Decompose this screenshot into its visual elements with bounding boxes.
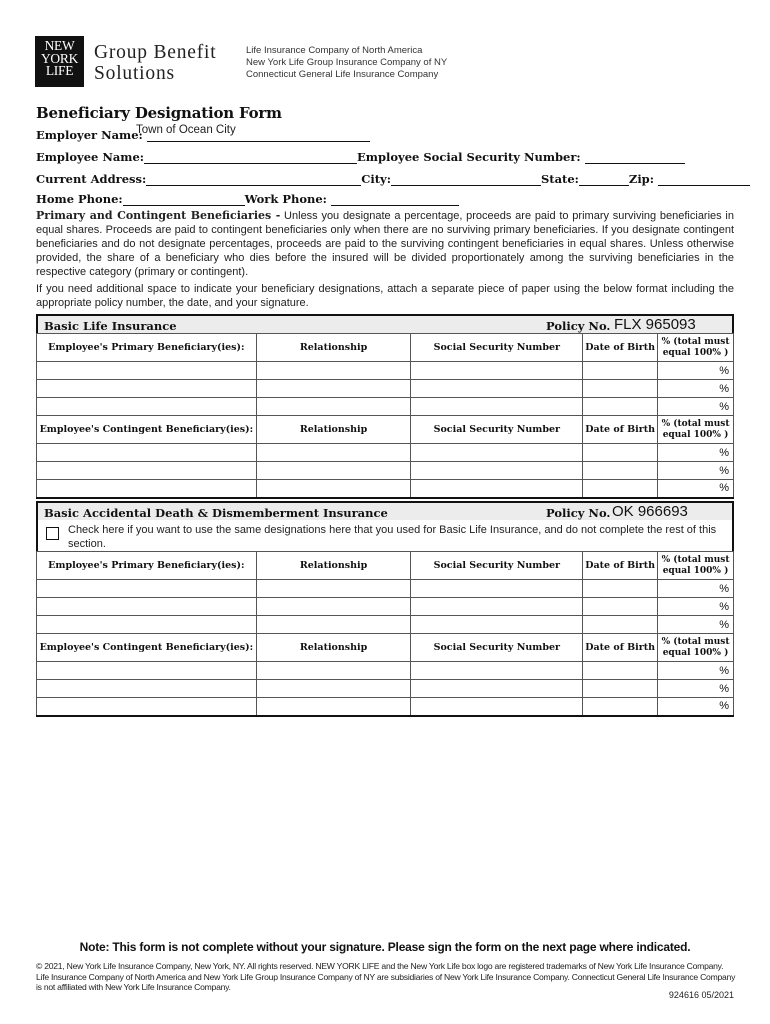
new-york-life-logo: NEW YORK LIFE bbox=[35, 36, 84, 87]
basic-life-header: Basic Life Insurance Policy No. FLX 965093 bbox=[36, 314, 734, 333]
form-number: 924616 05/2021 bbox=[668, 990, 734, 1000]
employee-name-field[interactable] bbox=[144, 150, 357, 164]
state-field[interactable] bbox=[579, 172, 629, 186]
phone-row: Home Phone: Work Phone: bbox=[36, 192, 459, 206]
table-row: % bbox=[37, 462, 734, 480]
table-row: % bbox=[37, 598, 734, 616]
table-row: % bbox=[37, 580, 734, 598]
table-row: % bbox=[37, 444, 734, 462]
table-row: % bbox=[37, 362, 734, 380]
work-phone-field[interactable] bbox=[331, 192, 459, 206]
same-designation-row bbox=[36, 520, 734, 552]
copyright-text: © 2021, New York Life Insurance Company, New York, NY. All rights reserved. NEW YORK LIFE and the New York Life box logo are registered trademarks of New York Life Insurance Company. Life Insurance Company of North America and New York Life Group Insurance Company of NY are subsidiaries of New York Life Insurance Company. Connecticut General Life Insurance Company is not affiliated with New York Life Insurance Company. bbox=[36, 961, 736, 993]
table-row: % bbox=[37, 662, 734, 680]
add-table: Employee's Primary Beneficiary(ies): Relationship Social Security Number Date of Birth % (total must equal 100% ) % % % Employee's Contingent Beneficiary(ies): Relationship Social Security Number Date of Birth % (total must equal 100% ) % % % bbox=[36, 551, 734, 717]
home-phone-field[interactable] bbox=[123, 192, 245, 206]
same-designation-checkbox[interactable] bbox=[46, 527, 59, 540]
table-row: % bbox=[37, 616, 734, 634]
table-row: % bbox=[37, 698, 734, 716]
table-row: % bbox=[37, 398, 734, 416]
employee-ssn-field[interactable] bbox=[585, 150, 685, 164]
address-row: Current Address: City: State: Zip: bbox=[36, 172, 750, 186]
signature-note: Note: This form is not complete without your signature. Please sign the form on the next page where indicated. bbox=[79, 940, 691, 954]
employee-name-row: Employee Name: Employee Social Security Number: bbox=[36, 150, 685, 164]
address-field[interactable] bbox=[146, 172, 361, 186]
basic-life-table: Employee's Primary Beneficiary(ies): Relationship Social Security Number Date of Birth % (total must equal 100% ) % % % Employee's Contingent Beneficiary(ies): Relationship Social Security Number Date of Birth % (total must equal 100% ) % % % bbox=[36, 333, 734, 499]
add-policy-number: OK 966693 bbox=[612, 503, 688, 520]
basic-life-policy-number: FLX 965093 bbox=[614, 316, 696, 333]
instructions-paragraph: Primary and Contingent Beneficiaries - Unless you designate a percentage, proceeds are paid to primary surviving beneficiaries in equal shares. Proceeds are paid to contingent beneficiaries only when there are no surviving primary beneficiaries. If you designate contingent beneficiaries and do not designate percentages, proceeds are paid to the surviving contingent beneficiaries in equal shares. Unless otherwise provided, the share of a beneficiary who dies before the insured will be divided proportionately among the surviving beneficiaries in the respective category (primary or contingent). bbox=[36, 209, 734, 278]
form-title: Beneficiary Designation Form bbox=[36, 104, 282, 122]
company-list: Life Insurance Company of North America New York Life Group Insurance Company of NY Connecticut General Life Insurance Company bbox=[246, 45, 448, 80]
add-header: Basic Accidental Death & Dismemberment Insurance Policy No. OK 966693 bbox=[36, 501, 734, 520]
additional-space-paragraph: If you need additional space to indicate your beneficiary designations, attach a separate piece of paper using the below format including the appropriate policy number, the date, and your signature. bbox=[36, 283, 734, 309]
brand-name: Group Benefit Solutions bbox=[94, 42, 217, 84]
table-row: % bbox=[37, 480, 734, 498]
same-designation-text: Check here if you want to use the same designations here that you used for Basic Life Insurance, and do not complete the rest of this section. bbox=[68, 524, 717, 550]
table-row: % bbox=[37, 680, 734, 698]
table-row: % bbox=[37, 380, 734, 398]
employer-label: Employer Name: bbox=[36, 128, 143, 142]
employer-value: Town of Ocean City bbox=[136, 124, 236, 136]
zip-field[interactable] bbox=[658, 172, 750, 186]
city-field[interactable] bbox=[391, 172, 541, 186]
